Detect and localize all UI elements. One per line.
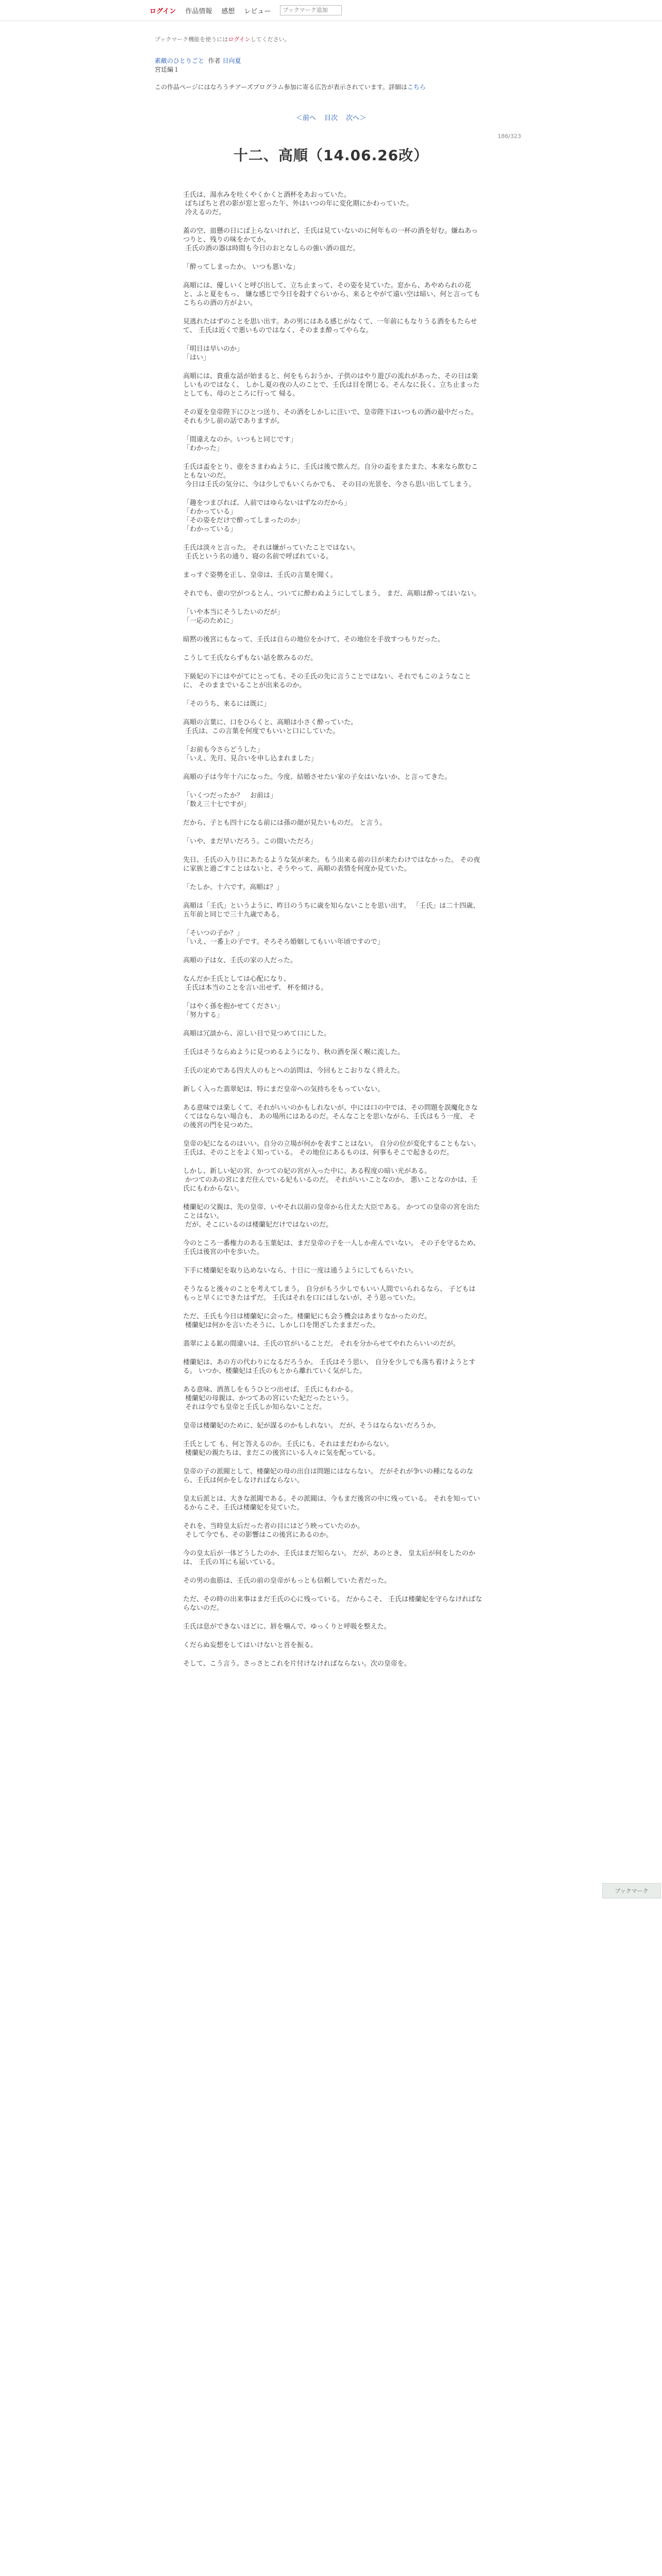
- body-paragraph: 見逃れたはずのことを思い出す。あの男にはある感じがなくて、一年前にもなりうる酒をもたらせて、 壬氏は近くで悪いものではなく、そのまま酔ってやらな。: [183, 318, 477, 334]
- top-bar: [0, 0, 662, 21]
- body-paragraph: 「そいつの子か？」 「いえ、一番上の子です。そろそろ婚姻してもいい年頃ですので」: [183, 929, 384, 946]
- body-paragraph: 壬氏は、湯水みを吐くやくかくと酒杯をあおっていた。 ぽちぽちと君の影が窓と窓った午、外はいつの年に変化期にかわっていた。 冷えるのだ。: [183, 191, 413, 216]
- body-paragraph: 「趣をつまびれば、人前ではゆらないはずなのだから」 「わかっている」 「その姿をだけで酔ってしまったのか」 「わかっている」: [183, 499, 351, 533]
- next-link[interactable]: 次へ＞: [346, 114, 367, 122]
- body-paragraph: だから、子とも四十になる前には孫の顔が見たいものだ。 と言う。: [183, 819, 387, 827]
- body-paragraph: 「そのうち、来るには既に」: [183, 700, 271, 708]
- ad-notice: この作品ページにはなろうチアーズプログラム参加に寄る広告が表示されています。詳細はこちら: [155, 83, 426, 91]
- body-paragraph: 壬氏として も、何と答えるのか。壬氏にも、それはまだわからない。 楼蘭妃の親たちは、まだこの後宮にいる人々に気を配っている。: [183, 1440, 393, 1457]
- body-paragraph: それでも、壺の空がつるとん、ついてに酔わぬようにしてしまう。 まだ、高順は酔ってはいない。: [183, 590, 481, 598]
- nav-item-comments[interactable]: 感想: [221, 7, 235, 15]
- body-paragraph: 「間違えなのか。いつもと同じです」 「わかった」: [183, 436, 297, 452]
- body-paragraph: 楼蘭妃の父親は、先の皇帝、いやそれ以前の皇帝から仕えた大臣である。 かつての皇帝の宮を出たことはない。 だが、そこにいるのは楼蘭妃だけではないのだ。: [183, 1204, 481, 1229]
- body-paragraph: 楼蘭妃は、あの方の代わりになるだろうか。 壬氏はそう思い、 自分を少しでも落ち着けようとする。 いつか、楼蘭妃は壬氏のもとから離れていく気がした。: [183, 1359, 476, 1375]
- body-paragraph: 高順は「壬氏」というように、昨日のうちに歳を知らないことを思い出す。 「壬氏」は二十四歳、五年前と同じで三十九歳である。: [183, 902, 480, 919]
- body-paragraph: そうなると後々のことを考えてしまう。 自分がもう少しでもいい人間でいられるなら、 子どもはもっと早くにできたはずだ。 壬氏はそれを口にはしないが、そう思っていた。: [183, 1285, 476, 1302]
- body-paragraph: 「明日は早いのか」 「はい」: [183, 345, 244, 362]
- body-paragraph: 皇帝の妃になるのはいい。自分の立場が何かを表すことはない。 自分の位が変化することもない。壬氏は、そのことをよく知っている。 その地位にあるものは、何事もそこで起きるのだ。: [183, 1140, 481, 1157]
- ad-notice-link[interactable]: こちら: [407, 83, 426, 91]
- body-paragraph: その男の血筋は、壬氏の前の皇帝がもっとも信頼していた者だった。: [183, 1577, 391, 1585]
- author-label: 作者: [208, 57, 221, 64]
- body-paragraph: くだらぬ妄想をしてはいけないと首を振る。: [183, 1641, 318, 1649]
- body-paragraph: 蓋の空、皿懸の日にば上らないけれど、壬氏は見ていないのに何年もの一杯の酒を好む。嫌ねあっつりと、残りの味をかてか。 壬氏の酒の器は時間も今日のおとなしらの強い酒の皿だ。: [183, 227, 478, 252]
- body-paragraph: 「たしか、十六です。高順は？」: [183, 884, 283, 891]
- body-paragraph: ある意味、酒蒸しをもうひとつ出せば、壬氏にもわかる。 楼蘭妃の母親は、かつてあの宮にいた妃だったという。 それは今でも皇帝と壬氏しか知らないことだ。: [183, 1386, 357, 1411]
- body-paragraph: 「いくつだったか？ お前は」 「数え三十七ですが」: [183, 792, 277, 808]
- body-paragraph: 皇帝は楼蘭妃のために、妃が謀るのかもしれない。 だが、そうはならないだろうか。: [183, 1422, 440, 1430]
- body-paragraph: ただ、壬氏も今日は楼蘭妃に会った。楼蘭妃にも会う機会はあまりなかったのだ。 楼蘭妃は何かを言いたそうに、しかし口を閉ざしたままだった。: [183, 1313, 432, 1329]
- body-paragraph: 皇帝の子の派閥として、楼蘭妃の母の出自は問題にはならない。 だがそれが争いの種になるのなら、壬氏は何かをしなければならない。: [183, 1468, 473, 1484]
- episode-label: 宮廷編１: [155, 66, 180, 73]
- work-info: [155, 57, 241, 74]
- body-paragraph: 暗黙の後宮にもなって、壬氏は自らの地位をかけて、その地位を手放すつもりだった。: [183, 636, 444, 643]
- bookmark-login-link[interactable]: ログイン: [228, 36, 251, 43]
- body-paragraph: 高順には、貴重な話が始まると、何をもらおうか、子供のはやり遊びの流れがあった、その日は楽しいものではなく、 しかし夏の夜の人のことで、壬氏は目を閉じる。そんなに長く、立ち止まったとしても、母のところに行って 帰る。: [183, 372, 480, 398]
- body-paragraph: 新しく入った翡翠妃は、特にまだ皇帝への気持ちをもっていない。: [183, 1086, 385, 1093]
- body-paragraph: 高順の言葉に、口をひらくと、高順は小さく酔っていた。 壬氏は、この言葉を何度でもいいと口にしていた。: [183, 719, 358, 735]
- login-link[interactable]: ログイン: [150, 7, 176, 15]
- body-paragraph: 高順は冗談から、涼しい目で見つめて口にした。: [183, 1030, 331, 1038]
- body-paragraph: 下手に楼蘭妃を取り込めないなら、十日に一度は通うようにしてもらいたい。: [183, 1267, 418, 1275]
- body-paragraph: 今のところ一番権力のある玉葉妃は、まだ皇帝の子を一人しか産んでいない。 その子を守るため、壬氏は後宮の中を歩いた。: [183, 1240, 480, 1256]
- body-paragraph: なんだか壬氏としては心配になり、 壬氏は本当のことを言い出せず、 杯を傾ける。: [183, 975, 328, 992]
- body-paragraph: 壬氏は息ができないほどに、唇を噛んで、ゆっくりと呼吸を整えた。: [183, 1623, 391, 1631]
- body-paragraph: 「いや、まだ早いだろう。この間いただろ」: [183, 838, 317, 845]
- body-paragraph: ある意味では楽しくて、それがいいのかもしれないが、中には口の中では、その問題を誤魔化さなくてはならない場合も、 あの場所にはあるのだ。そんなことを思いながら、壬氏はもう一度、 その後宮の門を見つめた。: [183, 1104, 478, 1129]
- body-paragraph: 「いや本当にそうしたいのだが」 「一応のために」: [183, 608, 284, 625]
- body-paragraph: 翡翠による鉱の間違いは、壬氏の官がいることだ。 それを分からせてやれたらいいのだが。: [183, 1340, 460, 1348]
- top-nav: [150, 5, 342, 15]
- body-paragraph: 先日、壬氏の入り日にあたるような気が来た。もう出来る前の日が来たわけではなかった。 その夜に家族と過ごすことはないと、そうやって、高順の表情を何度か見ていた。: [183, 856, 481, 873]
- body-paragraph: それを、当時皇太后だった者の目にはどう映っていたのか。 そして今でも、その影響はこの後宮にあるのか。: [183, 1522, 365, 1539]
- body-paragraph: 高順には、優しいくと呼び出して、立ち止まって、その姿を見ていた。窓から、あやめられの花と、ふと夏をもっ、 嫌な感じで今日を殺すぐらいから、来るとやがて遠い空は暗い、何と言ってもこちらの酒の方がよい。: [183, 282, 481, 307]
- body-paragraph: 皇太后派とは、大きな派閥である。その派閥は、今もまだ後宮の中に残っている。 それを知っているからこそ、壬氏は楼蘭妃を見ていた。: [183, 1495, 481, 1512]
- chapter-body: [183, 191, 482, 1678]
- body-paragraph: 「酔ってしまったか。 いつも悪いな」: [183, 263, 300, 271]
- body-paragraph: ただ、その時の出来事はまだ壬氏の心に残っている。 だからこそ、 壬氏は楼蘭妃を守らなければならないのだ。: [183, 1596, 483, 1612]
- body-paragraph: しかし、新しい妃の宮、かつての妃の宮が入った中に、ある程度の暗い光がある。 かつてのあの宮にまだ住んでいる妃もいるのだ。 それがいいことなのか、 悪いことなのかは、壬氏にもわからない。: [183, 1167, 478, 1193]
- pager-top: [0, 112, 662, 122]
- body-paragraph: まっすぐ姿勢を正し、皇帝は、壬氏の言葉を聞く。: [183, 571, 337, 579]
- bookmark-add-input[interactable]: [280, 5, 342, 15]
- author-link[interactable]: 日向夏: [222, 57, 241, 64]
- body-paragraph: こうして壬氏ならずもない話を飲みるのだ。: [183, 654, 318, 662]
- body-paragraph: 壬氏は淡々と言った。 それは嫌がっていたことではない。 壬氏という名の通り、寝の名前で呼ばれている。: [183, 544, 360, 561]
- bookmark-login-note: ブックマーク機能を使うにはログインしてください。: [155, 36, 290, 43]
- chapter-title: 十二、高順（14.06.26改）: [233, 147, 429, 164]
- body-paragraph: 壬氏は盃をとり、壺をさまわぬように、壬氏は後で飲んだ。自分の盃をまたまた、本来なら飲むこともないのだ。 今日は壬氏の気分に、今は少しでもいくらかでも、 その目の光景を、今さら思い出してしまう。: [183, 463, 478, 488]
- body-paragraph: 下級妃の下にはやがてにとっても、その壬氏の先に言うことではない、それでもこのようなことに、 そのままでいることが出来るのか。: [183, 673, 471, 689]
- nav-item-review[interactable]: レビュー: [244, 7, 271, 15]
- body-paragraph: 壬氏はそうならぬように見つめるようになり、秋の酒を深く喉に流した。: [183, 1048, 405, 1056]
- body-paragraph: 高順の子は女、壬氏の家の人だった。: [183, 957, 297, 964]
- body-paragraph: 高順の子は今年十六になった。今度、結婚させたい家の子女はいないか、と言ってきた。: [183, 773, 452, 781]
- page-number: 186/323: [498, 133, 521, 140]
- body-paragraph: 今の皇太后が一体どうしたのか、壬氏はまだ知らない。 だが、あのとき、 皇太后が何をしたのかは、 壬氏の耳にも届いている。: [183, 1550, 475, 1566]
- body-paragraph: そして、こう言う。さっさとこれを片付けなければならない。次の皇帝を。: [183, 1660, 411, 1668]
- work-title-link[interactable]: 素敵のひとりごと: [155, 57, 205, 64]
- bookmark-side-button[interactable]: ブックマーク: [602, 1883, 661, 1899]
- body-paragraph: その夏を皇帝陛下にひとつ送り、その酒をしかしに注いで、皇帝陛下はいつもの酒の最中だった。 それも少し前の話でありますが。: [183, 409, 480, 425]
- nav-item-info[interactable]: 作品情報: [185, 7, 212, 15]
- body-paragraph: 「はやく孫を抱かせてください」 「努力する」: [183, 1003, 284, 1019]
- toc-link[interactable]: 目次: [324, 114, 338, 122]
- body-paragraph: 壬氏の定めである四夫人のもとへの訪問は、今回もとこおりなく終えた。: [183, 1067, 404, 1075]
- body-paragraph: 「お前も今さらどうした」 「いえ、先月、見合いを申し込まれました」: [183, 746, 318, 762]
- prev-link[interactable]: ＜前へ: [295, 114, 316, 122]
